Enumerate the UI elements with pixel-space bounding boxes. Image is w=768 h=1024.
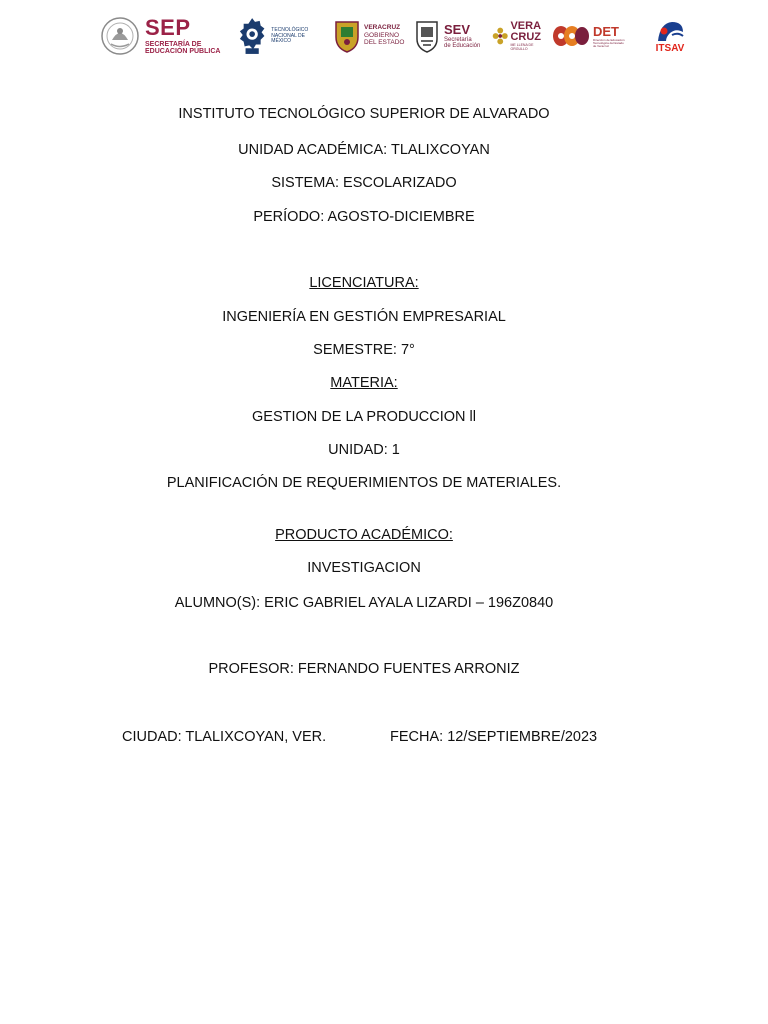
institute-name: INSTITUTO TECNOLÓGICO SUPERIOR DE ALVARADO xyxy=(178,106,550,122)
tecnm-gear-icon xyxy=(238,15,266,57)
students: ALUMNO(S): ERIC GABRIEL AYALA LIZARDI – 196Z0840 xyxy=(174,595,554,611)
academic-unit: UNIDAD ACADÉMICA: TLALIXCOYAN xyxy=(238,142,490,158)
date: FECHA: 12/SEPTIEMBRE/2023 xyxy=(390,729,598,745)
sev-line1: Secretaría xyxy=(444,37,472,43)
itsav-wave-icon xyxy=(654,19,686,43)
veracruz-gob-line1: VERACRUZ xyxy=(364,24,401,32)
tecnm-line1: TECNOLÓGICO xyxy=(271,27,309,33)
sep-line1: SECRETARÍA DE xyxy=(145,41,202,48)
degree-label-wrap xyxy=(0,274,728,292)
veracruz-brand-line1: VERA xyxy=(510,20,542,32)
product-label-wrap xyxy=(0,526,728,544)
unit-number: UNIDAD: 1 xyxy=(328,442,400,458)
veracruz-brand-logo xyxy=(492,10,548,62)
veracruz-flower-icon xyxy=(492,26,508,46)
tecnm-line2: NACIONAL DE MÉXICO xyxy=(271,33,306,44)
city: CIUDAD: TLALIXCOYAN, VER. xyxy=(122,729,327,745)
sev-line2: de Educación xyxy=(444,43,481,49)
topic: PLANIFICACIÓN DE REQUERIMIENTOS DE MATERIALES. xyxy=(166,475,562,491)
product-label: PRODUCTO ACADÉMICO: xyxy=(275,527,453,543)
subject-label: MATERIA: xyxy=(330,375,398,391)
professor: PROFESOR: FERNANDO FUENTES ARRONIZ xyxy=(208,661,520,677)
veracruz-seal-icon xyxy=(414,19,440,53)
veracruz-brand-line3: ME LLENA DE ORGULLO xyxy=(510,43,534,51)
logo-bar xyxy=(96,10,696,62)
veracruz-brand-line2: CRUZ xyxy=(510,31,542,43)
det-leaves-icon xyxy=(552,21,590,51)
degree-label: LICENCIATURA: xyxy=(309,275,419,291)
sev-acronym: SEV xyxy=(444,22,471,37)
degree-name: INGENIERÍA EN GESTIÓN EMPRESARIAL xyxy=(222,309,506,325)
veracruz-shield-icon xyxy=(334,19,360,53)
det-line1: Dirección de Educación xyxy=(593,37,625,42)
det-acronym: DET xyxy=(593,23,619,39)
det-logo xyxy=(552,10,632,62)
det-line2: Tecnológica del Estado xyxy=(593,40,624,45)
sep-line2: EDUCACIÓN PÚBLICA xyxy=(145,48,221,55)
sev-logo xyxy=(414,10,486,62)
itsav-acronym: ITSAV xyxy=(655,42,685,54)
subject-label-wrap xyxy=(0,374,728,392)
veracruz-gob-line3: DEL ESTADO xyxy=(364,39,405,47)
veracruz-government-logo xyxy=(334,10,408,62)
subject-name: GESTION DE LA PRODUCCION ll xyxy=(252,409,476,425)
tecnm-logo xyxy=(238,10,323,62)
det-line3: de Veracruz xyxy=(593,43,610,48)
semester: SEMESTRE: 7° xyxy=(313,342,415,358)
itsav-logo xyxy=(652,10,688,62)
product-type: INVESTIGACION xyxy=(307,560,421,576)
period: PERÍODO: AGOSTO-DICIEMBRE xyxy=(253,209,475,225)
sep-acronym: SEP xyxy=(145,15,191,40)
system: SISTEMA: ESCOLARIZADO xyxy=(271,175,457,191)
mexico-coat-of-arms-icon xyxy=(100,16,140,56)
sep-logo xyxy=(100,10,226,62)
veracruz-gob-line2: GOBIERNO xyxy=(364,31,400,39)
